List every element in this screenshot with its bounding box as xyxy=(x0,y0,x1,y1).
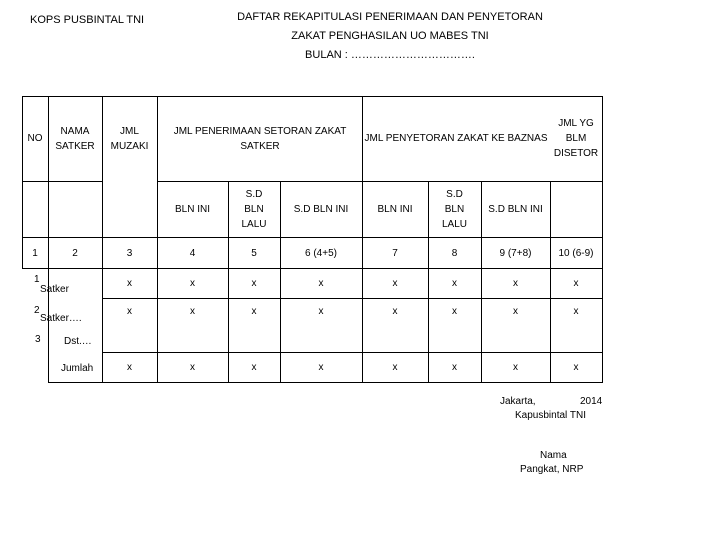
document-title xyxy=(170,8,610,65)
table-border-bottom xyxy=(48,382,602,383)
signature-name: Nama xyxy=(540,450,567,461)
total-label: Jumlah xyxy=(61,363,94,374)
row-satker-name: Satker xyxy=(40,284,69,295)
row-value: x xyxy=(573,306,579,317)
header-jml-muzaki: JML MUZAKI xyxy=(110,125,149,152)
table-border-right xyxy=(602,96,603,383)
signature-rank: Pangkat, NRP xyxy=(520,464,584,475)
number-cell: 5 xyxy=(251,247,257,259)
total-value: x xyxy=(573,362,579,373)
title-line-1: DAFTAR REKAPITULASI PENERIMAAN DAN PENYETORAN xyxy=(237,11,543,23)
header-penerimaan: JML PENERIMAAN SETORAN ZAKAT SATKER xyxy=(173,125,347,152)
row-value: x xyxy=(513,278,518,289)
header-penyetoran: JML PENYETORAN ZAKAT KE BAZNAS xyxy=(364,133,548,144)
subheader-sd-bln-ini-1: S.D BLN INI xyxy=(293,203,349,215)
row-value: x xyxy=(127,278,132,289)
row-value: x xyxy=(251,278,257,289)
number-cell: 2 xyxy=(72,247,78,259)
row-number: 1 xyxy=(34,274,40,285)
table-line-header-left xyxy=(22,181,102,182)
subheader-sd-bln-ini-2: S.D BLN INI xyxy=(488,203,543,215)
row-value: x xyxy=(127,306,132,317)
total-value: x xyxy=(190,362,195,373)
row-value: x xyxy=(392,278,398,289)
row-value: x xyxy=(251,306,257,317)
signature-place: Jakarta, xyxy=(500,396,536,407)
subheader-bln-ini-1: BLN INI xyxy=(174,203,210,215)
signature-year: 2014 xyxy=(580,396,603,407)
row-value: x xyxy=(452,278,457,289)
row-satker-name: Dst.… xyxy=(64,336,92,347)
row-value: x xyxy=(190,278,195,289)
row-number: 3 xyxy=(35,334,41,345)
number-cell: 4 xyxy=(189,247,196,259)
row-value: x xyxy=(190,306,195,317)
signature-position: Kapusbintal TNI xyxy=(515,410,586,421)
total-value: x xyxy=(127,362,132,373)
row-value: x xyxy=(392,306,398,317)
header-no: NO xyxy=(27,133,43,144)
subheader-sd-bln-lalu-1: S.D BLN LALU xyxy=(241,188,267,230)
number-cell: 7 xyxy=(392,247,398,259)
subheader-sd-bln-lalu-2: S.D BLN LALU xyxy=(441,188,467,230)
row-value: x xyxy=(318,306,324,317)
subheader-bln-ini-2: BLN INI xyxy=(377,203,413,215)
header-nama-satker: NAMA SATKER xyxy=(55,125,95,152)
number-cell: 9 (7+8) xyxy=(499,247,532,259)
row-value: x xyxy=(573,278,579,289)
row-satker-name: Satker…. xyxy=(40,313,82,324)
row-value: x xyxy=(513,306,518,317)
title-line-2: ZAKAT PENGHASILAN UO MABES TNI xyxy=(291,30,489,42)
number-cell: 8 xyxy=(451,247,458,259)
number-cell: 1 xyxy=(32,247,38,259)
total-value: x xyxy=(318,362,324,373)
total-value: x xyxy=(251,362,257,373)
total-value: x xyxy=(392,362,398,373)
title-line-3: BULAN : ……………………………. xyxy=(305,49,475,61)
row-value: x xyxy=(318,278,324,289)
number-cell: 6 (4+5) xyxy=(305,247,337,259)
org-name: KOPS PUSBINTAL TNI xyxy=(30,14,145,26)
row-number: 2 xyxy=(34,305,40,316)
header-jml-blm: JML YG BLM DISETOR xyxy=(553,118,599,159)
total-value: x xyxy=(513,362,518,373)
row-value: x xyxy=(452,306,457,317)
number-cell: 10 (6-9) xyxy=(558,247,594,259)
number-cell: 3 xyxy=(126,247,133,259)
total-value: x xyxy=(452,362,457,373)
